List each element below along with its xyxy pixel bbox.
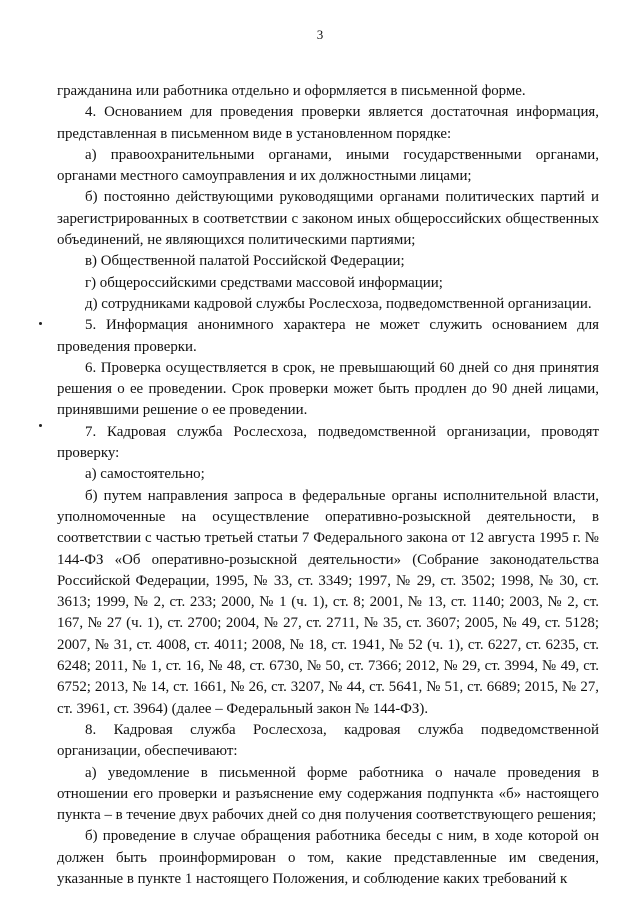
paragraph: гражданина или работника отдельно и оформляется в письменной форме. <box>57 83 526 99</box>
paragraph: б) путем направления запроса в федеральные органы исполнительной власти, уполномоченные на осуществление оперативно-розыскной деятельности, в соответствии с частью третьей статьи 7 Федерального закона от 12 августа 1995 г. № 144-ФЗ «Об оперативно-розыскной деятельности» (Собрание законодательства Российской Федерации, 1995, № 33, ст. 3349; 1997, № 29, ст. 3502; 1998, № 30, ст. 3613; 1999, № 2, ст. 233; 2000, № 1 (ч. 1), ст. 8; 2001, № 13, ст. 1140; 2003, № 2, ст. 167, № 27 (ч. 1), ст. 2700; 2004, № 27, ст. 2711, № 35, ст. 3607; 2005, № 49, ст. 5128; 2007, № 31, ст. 4008, ст. 4011; 2008, № 18, ст. 1941, № 52 (ч. 1), ст. 6227, ст. 6235, ст. 6248; 2011, № 1, ст. 16, № 48, ст. 6730, № 50, ст. 7366; 2012, № 29, ст. 3994, № 49, ст. 6752; 2013, № 14, ст. 1661, № 26, ст. 3207, № 44, ст. 5641, № 51, ст. 6689; 2015, № 27, ст. 3961, ст. 3964) (далее – Федеральный закон № 144-ФЗ). <box>57 487 599 717</box>
paragraph: в) Общественной палатой Российской Федерации; <box>85 253 405 270</box>
scan-speck <box>39 424 42 427</box>
paragraph: 4. Основанием для проведения проверки является достаточная информация, представленная в письменном виде в установленном порядке: <box>57 104 599 142</box>
paragraph: 8. Кадровая служба Рослесхоза, кадровая служба подведомственной организации, обеспечивают: <box>57 721 599 760</box>
paragraph: а) самостоятельно; <box>85 466 205 483</box>
paragraph: г) общероссийскими средствами массовой информации; <box>85 274 443 291</box>
page-number: 3 <box>316 27 324 42</box>
paragraph: 6. Проверка осуществляется в срок, не превышающий 60 дней со дня принятия решения о ее проведении. Срок проверки может быть продлен до 90 дней лицами, принявшими решение о ее проведении. <box>57 359 599 419</box>
scan-speck <box>39 322 42 325</box>
paragraph: 5. Информация анонимного характера не может служить основанием для проведения проверки. <box>57 317 599 355</box>
paragraph: б) проведение в случае обращения работника беседы с ним, в ходе которой он должен быть проинформирован о том, какие представленные им сведения, указанные в пункте 1 настоящего Положения, и соблюдение каких требований к <box>57 828 599 887</box>
paragraph: б) постоянно действующими руководящими органами политических партий и зарегистрированных в соответствии с законом иных общероссийских общественных объединений, не являющихся политическими партиями; <box>57 189 599 249</box>
paragraph: д) сотрудниками кадровой службы Рослесхоза, подведомственной организации. <box>85 295 592 312</box>
document-body <box>57 81 599 890</box>
paragraph: а) уведомление в письменной форме работника о начале проведения в отношении его проверки и разъяснение ему содержания подпункта «б» настоящего пункта – в течение двух рабочих дней со дня получения соответствующего решения; <box>57 764 599 824</box>
paragraph: а) правоохранительными органами, иными государственными органами, органами местного самоуправления и их должностными лицами; <box>57 146 599 185</box>
paragraph: 7. Кадровая служба Рослесхоза, подведомственной организации, проводят проверку: <box>57 423 599 462</box>
